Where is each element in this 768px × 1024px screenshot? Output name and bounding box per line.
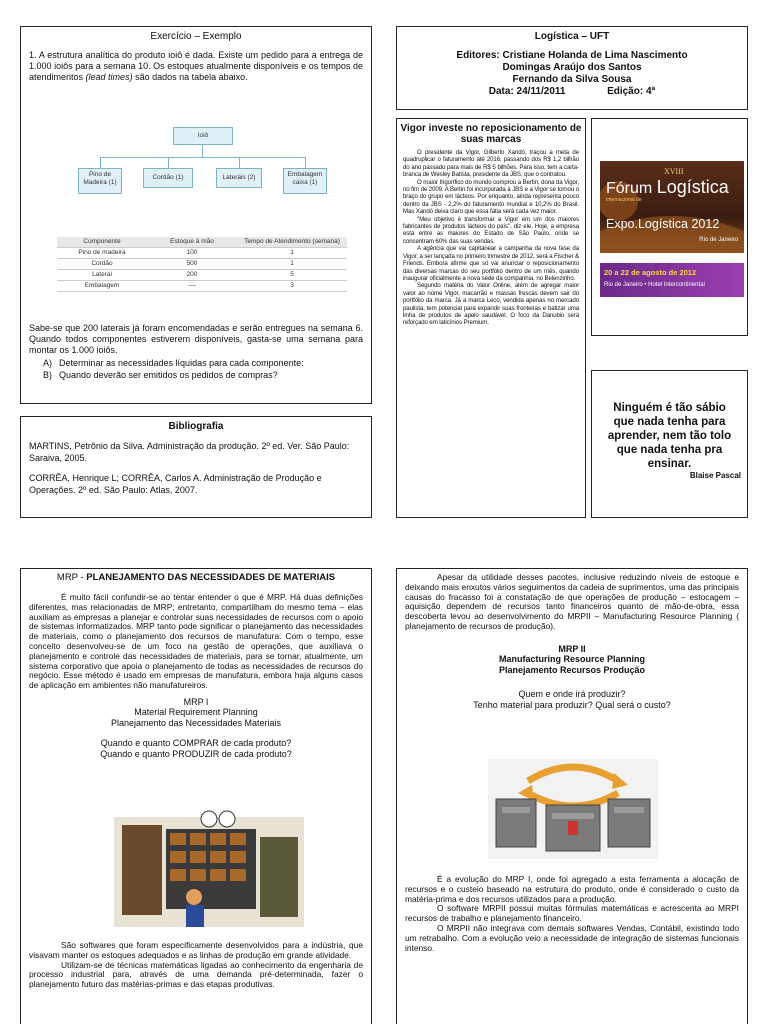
event-dates-banner	[600, 263, 744, 297]
table-header-row	[57, 237, 347, 248]
quote-panel	[591, 370, 748, 518]
article-paragraph: A agência que vai capitanear a campanha da nova fase da Vigor, a ser lançada no primeiro trimestre de 2012, será a Fischer & Friends. Embora afirme que só vai anunciar o reposicionamento das diversas marcas do seu portfólio dentro de um mês, quando inaugurar oficialmente a nova sede da companhia, no Belenzinho.	[403, 245, 579, 282]
tree-connector	[305, 157, 306, 168]
date-edition-line	[397, 86, 747, 98]
table-cell: 200	[147, 270, 237, 281]
mrp2-paragraph: É a evolução do MRP I, onde foi agregado a esta ferramenta a alocação de recursos e o custeio baseado na estrutura do produto, onde é considerado o custo da matéria-prima e dos recursos utilizados para a produção.	[405, 874, 739, 904]
editor-name: Fernando da Silva Sousa	[512, 74, 632, 85]
article-paragraph: "Meu objetivo é transformar a Vigor em um dos maiores fabricantes de produtos lácteos do país", diz ele. Hoje, a empresa está entre as maiores do Estado de São Paulo, onde se concentram 60% das suas vendas.	[403, 215, 579, 245]
forum-small: Internacional de	[606, 197, 642, 203]
warehouse-illustration	[114, 807, 304, 927]
exercise-text-after: Sabe-se que 200 laterais já foram encomendadas e serão entregues na semana 6. Quando todos componentes estiverem disponíveis, gasta-se uma semana para montar os 1.000 ioiôs.	[29, 323, 363, 355]
exercise-panel	[20, 26, 372, 404]
table-cell: Cordão	[57, 259, 147, 270]
mrp2-panel	[396, 568, 748, 1024]
mrp2-paragraph: O software MRPII possui muitas fórmulas matemáticas e acrescenta ao MRPI recursos de trabalho e planejamento financeiro.	[405, 903, 739, 924]
article-body	[403, 149, 579, 327]
mrp-section-title	[21, 572, 371, 583]
question-item	[43, 358, 304, 370]
event-ad-panel	[591, 118, 748, 336]
mrp2-heading-pt: Planejamento Recursos Produção	[498, 664, 646, 675]
mrp-paragraph: Utilizam-se de técnicas matemáticas ligadas ao conhecimento da engenharia de processo industrial para, através de uma demanda pré-determinada, fazer o planejamento futuro das matérias-primas e das etapas produtivas.	[29, 959, 363, 990]
product-tree	[21, 123, 372, 233]
article-title: Vigor investe no reposicionamento de suas marcas	[400, 123, 582, 145]
column-header: Estoque à mão	[147, 237, 237, 248]
mrp-paragraph: São softwares que foram especificamente desenvolvidos para a indústria, que visavam manter os estoques adequados e as linhas de produção em grande atividade.	[29, 940, 363, 960]
table-cell: 5	[237, 270, 347, 281]
exercise-intro-italic: (lead times)	[85, 72, 133, 82]
mrp2-heading-block	[397, 644, 747, 676]
column-header: Tempo de Atendimento (semana)	[237, 237, 347, 248]
table-cell: 500	[147, 259, 237, 270]
mrp2-heading: MRP II	[558, 643, 586, 654]
question-text: Determinar as necessidades líquidas para cada componente:	[59, 358, 304, 368]
forum-edition: XVIII	[664, 167, 684, 176]
bibliography-panel	[20, 416, 372, 518]
expo-city: Rio de Janeiro	[699, 237, 738, 243]
tree-connector	[239, 157, 240, 168]
tree-connector	[100, 157, 305, 158]
quote-author: Blaise Pascal	[689, 471, 741, 480]
mrp1-heading-block	[21, 697, 371, 729]
tree-connector	[100, 157, 101, 168]
tree-connector	[168, 157, 169, 168]
editor-name: Domingas Araújo dos Santos	[502, 62, 642, 73]
mrp2-questions	[397, 689, 747, 710]
article-paragraph: O maior frigorífico do mundo comprou a Bertin, dona da Vigor, no fim de 2009. A Bertin foi incorporada à JBS e a Vigor se tornou o braço do grupo em lácteos. Por enquanto, ainda representa pouco dentro da JBS - 2,2% do faturamento mundial e 10,2% do Brasil. Mas Xandó deixa claro que essa fatia será cada vez maior.	[403, 178, 580, 216]
question-letter: A)	[43, 358, 52, 368]
bibliography-title: Bibliografia	[168, 421, 224, 432]
mrp-title-prefix: MRP -	[56, 572, 87, 583]
forum-word2: Logística	[656, 177, 729, 197]
mrp-paragraph: É muito fácil confundir-se ao tentar entender o que é MRP. Há duas definições diferentes, mas relacionadas de MRP; entretanto, compartilham do mesmo tema – elas auxiliam as empresas a planejar e controlar suas necessidades de recursos com o apoio de sistemas informatizados. MRP tanto pode significar o planejamento das necessidades de materiais, como o planejamento dos recursos de manufatura. Com o tempo, esse conceito desenvolveu-se de um foco na gestão de operações, que auxiliava o planejamento e controle das necessidades de materiais, para se tornar, atualmente, um sistema corporativo que apoia o planejamento de todas as necessidades de recursos do negócio. Esse método é usado em empresas de manufatura, embora haja alguns casos de aplicação em ambientes não manufatureiros.	[29, 592, 363, 691]
exercise-intro	[29, 50, 363, 83]
exercise-intro-part2: são dados na tabela abaixo.	[132, 72, 248, 82]
mrp2-question: Quem e onde irá produzir?	[518, 689, 626, 700]
exercise-questions	[43, 358, 304, 381]
table-row	[57, 259, 347, 270]
editors-line: Editores: Cristiane Holanda de Lima Nascimento	[456, 50, 688, 61]
forum-word1: Fórum	[606, 180, 653, 197]
table-cell: Pino de madeira	[57, 248, 147, 259]
forum-logistica-banner	[600, 161, 744, 253]
mrp2-intro	[405, 573, 739, 632]
expo-name: Expo.Logística 2012	[606, 217, 720, 231]
quote-text: Ninguém é tão sábio que nada tenha para aprender, nem tão tolo que nada tenha pra ensinar.	[607, 402, 732, 470]
issue-date: Data: 24/11/2011	[488, 86, 566, 97]
mrp-title-bold: PLANEJAMENTO DAS NECESSIDADES DE MATERIAIS	[86, 572, 336, 583]
masthead-panel	[396, 26, 748, 110]
event-dates: 20 a 22 de agosto de 2012	[604, 268, 697, 277]
article-paragraph: Segundo matéria do Valor Online, além de agregar maior valor ao nome Vigor, macarrão e massas frescas devem sair do portfólio da marca. Já a marca Leco, vendida apenas no mercado paulista, tem potencial para expandir suas fronteiras e batizar uma linha de produtos de apelo saudável. O foco da Danubio será reforçado em laticínios Premium.	[403, 282, 579, 327]
mrp2-paragraph: Apesar da utilidade desses pacotes, inclusive reduzindo níveis de estoque e deixando mais enxutos vários seguimentos da cadeia de suprimentos, uma das principais causas do fracasso foi a constatação de que operações de produção – estocagem – aquisição dependem de recursos tanto financeiros quanto de mão-de-obra, essa descoberta levou ao desenvolvimento do MRPII – Manufacturing Resource Planning ( planejamento de recursos de produção).	[405, 572, 739, 631]
tree-root-node: Ioiô	[173, 127, 233, 145]
mrp1-question: Quando e quanto COMPRAR de cada produto?	[100, 738, 292, 749]
table-cell: 100	[147, 248, 237, 259]
tree-connector	[202, 145, 203, 157]
mrp1-body	[29, 941, 363, 990]
mrp2-paragraph: O MRPII não integrava com demais softwares Vendas, Contábil, existindo todo um retrabalho. Com a evolução veio a necessidade de integração de sistemas funcionais intenso.	[405, 922, 739, 953]
question-item	[43, 370, 304, 382]
tree-child-node: Laterais (2)	[216, 168, 262, 188]
table-cell: 1	[237, 248, 347, 259]
table-cell: 1	[237, 259, 347, 270]
exercise-title: Exercício – Exemplo	[150, 31, 242, 42]
column-header: Componente	[57, 237, 147, 248]
mrp2-heading-en: Manufacturing Resource Planning	[498, 654, 646, 665]
tree-child-node: Pino de Madeira (1)	[78, 168, 122, 194]
table-row	[57, 248, 347, 259]
mrp1-question: Quando e quanto PRODUZIR de cada produto?	[100, 748, 292, 759]
bibliography-entry: MARTINS, Petrônio da Silva. Administração da produção. 2º ed. Ver. São Paulo: Saraiva, 2005.	[29, 441, 350, 463]
table-cell: ----	[147, 281, 237, 292]
stock-table	[57, 237, 347, 292]
table-cell: Embalagem	[57, 281, 147, 292]
exercise-intro-part1: 1. A estrutura analítica do produto ioiô é dada. Existe um pedido para a entrega de 1.000 ioiôs para a semana 10. Os estoques atualmente disponíveis e os tempos de atendimentos	[29, 50, 363, 82]
question-text: Quando deverão ser emitidos os pedidos de compras?	[59, 369, 278, 380]
tree-child-node: Cordão (1)	[143, 168, 193, 188]
mrp2-question: Tenho material para produzir? Qual será o custo?	[473, 699, 671, 710]
article-paragraph: O presidente da Vigor, Gilberto Xandó, traçou a meta de quadruplicar o faturamento até 2016, passando dos R$ 1,2 bilhão do ano passado para mais de R$ 5 bilhões. Para isso, tem a carta-branca de Wesley Batista, presidente da JBS, que o contratou.	[403, 149, 579, 179]
newsletter-title: Logística – UFT	[534, 31, 610, 42]
mrp1-heading: MRP I	[183, 696, 209, 707]
tree-child-node: Embalagem caixa (1)	[283, 168, 327, 194]
table-cell: 3	[237, 281, 347, 292]
question-letter: B)	[43, 369, 52, 380]
mrp1-heading-pt: Planejamento das Necessidades Materiais	[110, 717, 282, 728]
table-cell: Lateral	[57, 270, 147, 281]
article-panel	[396, 118, 586, 518]
event-venue: Rio de Janeiro • Hotel Intercontinental	[604, 282, 705, 288]
mrp1-questions	[21, 738, 371, 759]
mrp1-panel	[20, 568, 372, 1024]
machines-illustration	[488, 759, 658, 859]
issue-edition: Edição: 4ª	[607, 86, 656, 97]
table-row	[57, 281, 347, 292]
mrp-intro	[29, 593, 363, 691]
bibliography-entry: CORRÊA, Henrique L; CORRÊA, Carlos A. Administração de Produção e Operações. 2º ed. São Paulo: Atlas, 2007.	[29, 473, 322, 495]
mrp2-body	[405, 875, 739, 953]
forum-name	[606, 177, 742, 198]
mrp1-heading-en: Material Requirement Planning	[134, 707, 258, 718]
table-row	[57, 270, 347, 281]
